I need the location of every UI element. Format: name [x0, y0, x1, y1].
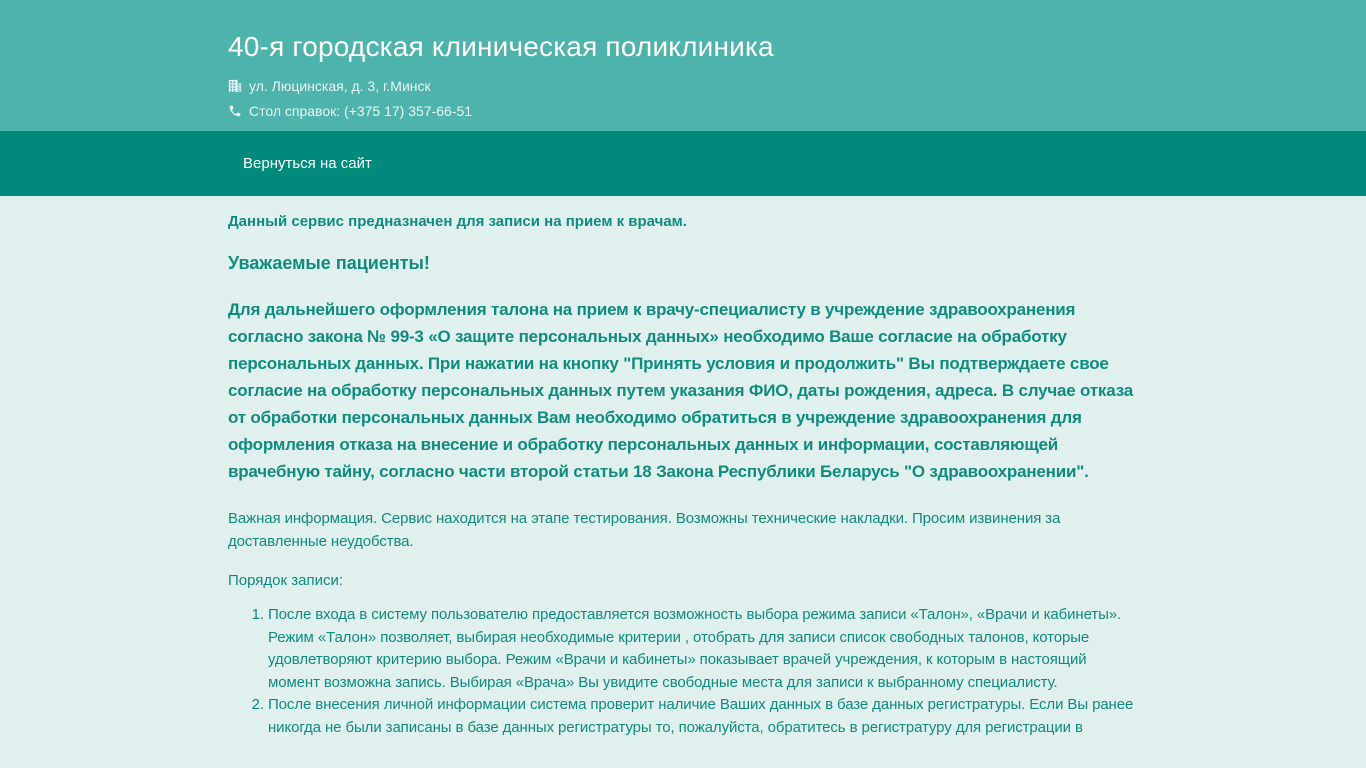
phone-icon: [228, 104, 242, 118]
address-row: [228, 79, 1138, 93]
address-text: ул. Люцинская, д. 3, г.Минск: [249, 78, 431, 94]
order-step-item: 1. После входа в систему пользователю предоставляется возможность выбора режима записи «Талон», «Врачи и кабинеты». Режим «Талон» позволяет, выбирая необходимые критерии , отобрать для записи список свободных талонов, которые удовлетворяют критерию выбора. Режим «Врачи и кабинеты» показывает врачей учреждения, к которым в настоящий момент возможна запись. Выбирая «Врача» Вы увидите свободные места для записи к выбранному специалисту.: [268, 604, 1138, 694]
phone-text: Стол справок: (+375 17) 357-66-51: [249, 103, 473, 119]
building-icon: [228, 79, 242, 93]
phone-row: [228, 104, 1138, 118]
site-header: [0, 0, 1366, 131]
main-content: [0, 196, 1366, 768]
order-steps-list: [228, 604, 1138, 739]
order-step-item: 2. После внесения личной информации система проверит наличие Ваших данных в базе данных регистратуры. Если Вы ранее никогда не были записаны в базе данных регистратуры то, пожалуйста, обратитесь в регистратуру для регистрации в: [268, 694, 1138, 739]
important-note: Важная информация. Сервис находится на этапе тестирования. Возможны технические накладки. Просим извинения за доставленные неудобства.: [228, 510, 1061, 550]
service-intro: Данный сервис предназначен для записи на прием к врачам.: [228, 213, 687, 230]
clinic-title: 40-я городская клиническая поликлиника: [228, 31, 774, 62]
patients-greeting: Уважаемые пациенты!: [228, 253, 430, 273]
navbar: [0, 131, 1366, 196]
back-to-site-link[interactable]: Вернуться на сайт: [243, 155, 372, 172]
consent-paragraph: Для дальнейшего оформления талона на прием к врачу-специалисту в учреждение здравоохранения согласно закона № 99-3 «О защите персональных данных» необходимо Ваше согласие на обработку персональных данных. При нажатии на кнопку "Принять условия и продолжить" Вы подтверждаете свое согласие на обработку персональных данных путем указания ФИО, даты рождения, адреса. В случае отказа от обработки персональных данных Вам необходимо обратиться в учреждение здравоохранения для оформления отказа на внесение и обработку персональных данных и информации, составляющей врачебную тайну, согласно части второй статьи 18 Закона Республики Беларусь "О здравоохранении".: [228, 300, 1133, 481]
order-label: Порядок записи:: [228, 572, 344, 589]
